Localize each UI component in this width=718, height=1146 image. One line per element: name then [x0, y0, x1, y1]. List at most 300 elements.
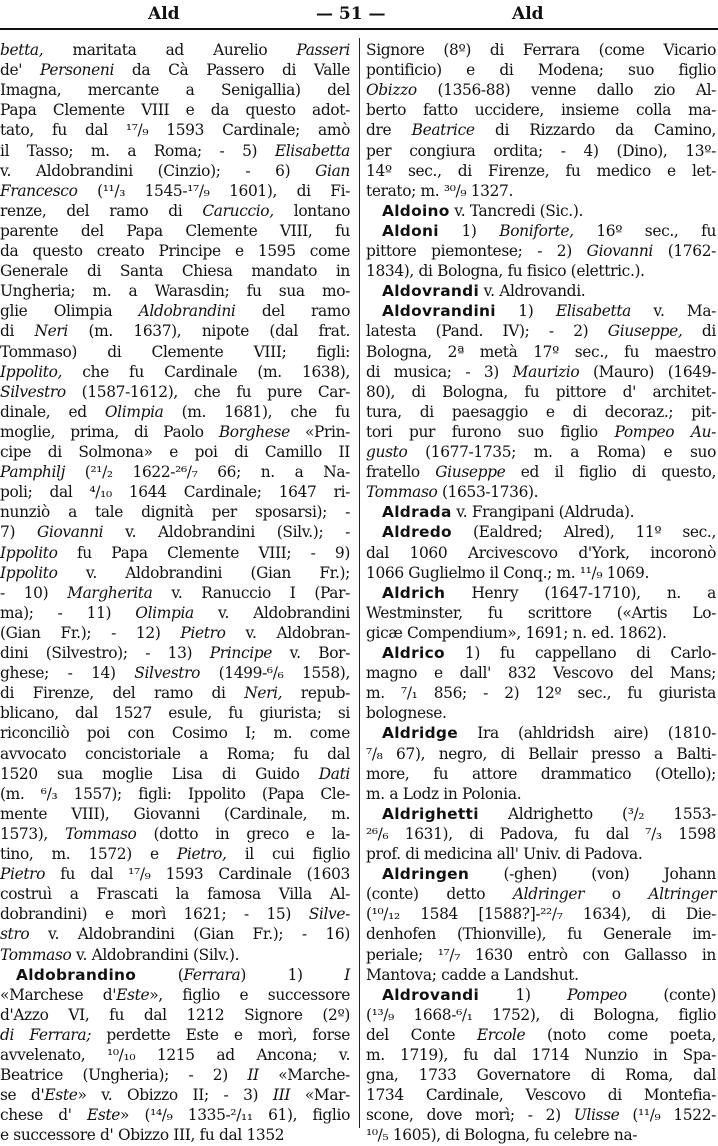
- text-line: [366, 59, 716, 81]
- text-span: nunziò a tale dignità per sposarsi); -: [0, 503, 350, 522]
- italic-text: Principe: [209, 644, 273, 662]
- text-line: [0, 863, 350, 885]
- text-line: [366, 119, 716, 141]
- text-span: (1356-88) venne dallo zio Al-: [416, 81, 716, 100]
- text-span: di Firenze, del ramo di: [0, 684, 245, 703]
- text-line: [0, 903, 350, 925]
- italic-text: Pamphilj: [0, 463, 66, 482]
- text-span: se d': [0, 1086, 45, 1105]
- text-span: ) 1): [240, 965, 345, 984]
- text-line: [366, 381, 716, 403]
- text-line: [0, 944, 350, 966]
- text-span: (Mauro) (1649-: [579, 362, 716, 381]
- italic-text: Caruccio,: [202, 201, 274, 220]
- text-span: 1066 Guglielmo il Conq.; m. ¹¹/₉ 1069.: [366, 563, 649, 582]
- text-span: d'Azzo VI, fu dal 1212 Signore (2º): [0, 1005, 350, 1024]
- page-number: — 51 —: [316, 4, 386, 24]
- italic-text: Pietro: [180, 623, 226, 642]
- italic-text: Este: [116, 985, 150, 1004]
- text-line: [0, 441, 350, 463]
- text-line: [366, 622, 716, 644]
- italic-text: stro: [0, 925, 30, 944]
- text-line: [366, 944, 716, 966]
- text-line: [366, 964, 716, 986]
- text-span: avvocato concistoriale a Roma; fu dal: [0, 744, 350, 763]
- text-line: [0, 140, 350, 162]
- text-span: v. Aldobrandini: [193, 603, 351, 622]
- italic-text: Ulisse: [573, 1106, 620, 1125]
- text-span: di: [682, 322, 716, 341]
- text-span: Aldrighetto (³/₂ 1553-: [478, 804, 716, 823]
- text-span: il cui figlio: [226, 845, 350, 863]
- text-span: 1734 Cardinale, Vescovo di Montefia-: [366, 1086, 716, 1105]
- text-span: v. Bor-: [272, 644, 350, 662]
- text-span: denhofen (Thionville), fu Generale im-: [366, 925, 716, 944]
- text-line: [0, 803, 350, 825]
- text-line: [0, 220, 350, 242]
- text-line: [366, 1084, 716, 1106]
- italic-text: Giovanni: [36, 523, 104, 542]
- text-span: - 10): [0, 583, 68, 602]
- text-line: [0, 702, 350, 724]
- text-span: 1) fu cappellano di Carlo-: [444, 644, 716, 662]
- text-span: glie Olimpia: [0, 302, 139, 321]
- italic-text: I: [344, 965, 350, 984]
- text-span: «Marche-: [258, 1066, 350, 1085]
- italic-text: Ferrara: [183, 965, 241, 984]
- text-line: [366, 923, 716, 945]
- text-line: [0, 1124, 350, 1146]
- text-span: v. Aldobrandini (Silv.); -: [103, 523, 350, 542]
- italic-text: Neri,: [244, 684, 283, 703]
- text-span: costruì a Frascati la famosa Villa Al-: [0, 885, 350, 904]
- text-span: avvelenato, ¹⁰/₁₀ 1215 ad Ancona; v.: [0, 1046, 350, 1064]
- italic-text: Silve-: [308, 905, 350, 924]
- text-span: dal 1060 Arcivescovo d'York, incoronò: [366, 543, 716, 562]
- text-span: (dotto in greco e la-: [136, 824, 350, 843]
- text-span: per congiura ordita; - 4) (Dino), 13º-: [366, 141, 716, 160]
- text-span: pontificio) e di Modena; suo figlio: [366, 61, 716, 80]
- text-line: [0, 1084, 350, 1106]
- text-span: «Mar-: [290, 1086, 351, 1105]
- text-span: (¹³/₉ 1668-⁶/₁ 1752), di Bologna, figlio: [366, 1005, 716, 1024]
- text-line: [0, 401, 350, 423]
- entry-headword: Aldrich: [382, 583, 446, 602]
- text-line: [366, 662, 716, 684]
- text-span: 80), di Bologna, fu pittore d' architet-: [366, 382, 716, 401]
- text-line: [0, 743, 350, 765]
- entry-headword: Aldoni: [382, 221, 439, 240]
- text-line: [0, 582, 350, 604]
- text-span: (conte) detto: [366, 885, 513, 904]
- text-line: [0, 642, 350, 664]
- text-line: [0, 883, 350, 905]
- text-line: [366, 1064, 716, 1086]
- text-span: tori pur furono suo figlio: [366, 422, 615, 441]
- text-line: [366, 260, 716, 282]
- text-span: 14º sec., di Firenze, fu medico e let-: [366, 161, 716, 180]
- italic-text: Altringer: [648, 885, 716, 904]
- italic-text: Aldobrandini: [138, 302, 236, 321]
- text-line: [0, 542, 350, 564]
- text-line: [366, 240, 716, 262]
- italic-text: Ippolito: [0, 563, 58, 582]
- text-span: m. 1719), fu dal 1714 Nunzio in Spa-: [366, 1046, 716, 1064]
- text-line: [0, 300, 350, 322]
- text-span: periale; ¹⁷/₇ 1630 entrò con Gallasso in: [366, 945, 716, 964]
- text-span: che fu Cardinale (m. 1638),: [62, 362, 350, 381]
- text-span: v. Ma-: [631, 302, 716, 321]
- text-span: (1762-: [652, 242, 716, 260]
- text-span: di Rizzardo da Camino,: [474, 121, 716, 140]
- text-line: [0, 1024, 350, 1046]
- text-line: [0, 79, 350, 101]
- italic-text: Personeni: [40, 61, 115, 80]
- text-span: riconciliò poi con Cosimo I; m. come: [0, 724, 350, 743]
- text-line: [366, 743, 716, 765]
- text-line: [366, 763, 716, 785]
- text-span: v. Tancredi (Sic.).: [449, 201, 584, 220]
- italic-text: Olimpia: [104, 402, 164, 421]
- text-span: (Gian Fr.); - 12): [0, 623, 181, 642]
- text-span: ma); - 11): [0, 603, 136, 622]
- text-span: v. Frangipani (Aldruda).: [451, 503, 635, 522]
- text-line: [366, 702, 716, 724]
- italic-text: Giuseppe,: [607, 322, 683, 341]
- text-span: o: [584, 885, 649, 904]
- italic-text: Olimpia: [135, 603, 194, 622]
- text-span: 1): [438, 221, 500, 240]
- text-line: [366, 803, 716, 825]
- text-span: Bologna, 2ª metà 17º sec., fu maestro: [366, 342, 716, 361]
- text-line: [366, 39, 716, 61]
- italic-text: Boniforte,: [499, 221, 574, 240]
- text-line: [366, 1104, 716, 1126]
- entry-headword: Aldredo: [382, 523, 452, 542]
- text-span: moglie, prima, di Paolo: [0, 422, 219, 441]
- text-span: dobrandini) e morì 1621; - 15): [0, 905, 309, 924]
- text-line: [366, 682, 716, 704]
- text-span: (m. ⁶/₃ 1557); figli: Ippolito (Papa Cle-: [0, 784, 350, 803]
- text-span: Mantova; cadde a Landshut.: [366, 965, 579, 984]
- text-span: lontano: [273, 201, 350, 220]
- text-span: (1499-⁶/₆ 1558),: [200, 664, 350, 683]
- text-span: fu dal ¹⁷/₉ 1593 Cardinale (1603: [45, 865, 350, 884]
- text-line: [366, 582, 716, 604]
- italic-text: Ercole: [476, 1025, 526, 1044]
- text-line: [0, 602, 350, 624]
- text-line: [366, 341, 716, 363]
- text-span: Ungheria; m. a Warasdin; fu sua mo-: [0, 282, 350, 301]
- text-span: m. ⁷/₁ 856; - 2) 12º sec., fu giurista: [366, 684, 716, 703]
- italic-text: Giuseppe: [435, 463, 506, 482]
- text-line: [366, 99, 716, 121]
- text-line: [0, 99, 350, 121]
- text-span: perdette Este e morì, forse: [91, 1025, 350, 1044]
- text-line: [366, 320, 716, 342]
- text-line: [0, 341, 350, 363]
- text-span: parente del Papa Clemente VIII, fu: [0, 221, 350, 240]
- page-header: [0, 3, 718, 27]
- text-span: tato, fu dal ¹⁷/₉ 1593 Cardinale; amò: [0, 121, 350, 140]
- italic-text: Este: [44, 1086, 78, 1105]
- text-line: [0, 280, 350, 302]
- italic-text: Silvestro: [0, 382, 66, 401]
- italic-text: Borghese: [218, 422, 290, 441]
- text-span: Signore (8º) di Ferrara (come Vicario: [366, 41, 716, 59]
- text-line: [366, 280, 716, 302]
- italic-text: gusto: [366, 443, 408, 461]
- text-line: [366, 501, 716, 523]
- text-line: [0, 682, 350, 704]
- text-span: (m. 1637), nipote (dal frat.: [68, 322, 350, 341]
- text-span: bolognese.: [366, 704, 447, 723]
- text-line: [0, 662, 350, 684]
- text-line: [0, 843, 350, 865]
- text-span: (1587-1612), che fu pure Car-: [65, 382, 350, 401]
- text-span: Beatrice (Ungheria); - 2): [0, 1066, 248, 1085]
- italic-text: Tommaso: [366, 483, 438, 502]
- text-span: fu Papa Clemente VIII; - 9): [57, 543, 350, 562]
- text-span: v. Aldobrandini (Gian Fr.); - 16): [29, 925, 350, 944]
- text-span: 16º sec., fu: [573, 221, 717, 240]
- text-span: (conte): [626, 985, 716, 1004]
- text-span: «Marchese d': [0, 985, 117, 1004]
- text-span: (: [136, 965, 184, 984]
- italic-text: Dati: [318, 764, 350, 783]
- text-line: [0, 1044, 350, 1066]
- italic-text: III: [272, 1086, 291, 1105]
- text-line: [0, 361, 350, 383]
- text-span: tura, di paesaggio e di decoraz.; pit-: [366, 402, 716, 421]
- text-line: [0, 1004, 350, 1026]
- text-span: pittore piemontese; - 2): [366, 242, 587, 260]
- italic-text: Neri: [34, 322, 69, 341]
- text-span: di: [0, 322, 35, 341]
- text-line: [0, 763, 350, 785]
- text-line: [366, 823, 716, 845]
- text-line: [0, 984, 350, 1006]
- text-span: ²⁶/₆ 1631), di Padova, fu dal ⁷/₃ 1598: [366, 824, 716, 843]
- column-divider: [359, 38, 360, 1128]
- italic-text: Elisabetta: [274, 141, 350, 160]
- text-span: m. a Lodz in Polonia.: [366, 784, 522, 803]
- italic-text: Tommaso: [0, 945, 72, 964]
- text-line: [0, 421, 350, 443]
- text-span: chese d': [0, 1106, 88, 1125]
- text-span: gna, 1733 Governatore di Roma, dal: [366, 1066, 716, 1085]
- running-head-left: Ald: [148, 4, 180, 24]
- text-span: di musica; - 3): [366, 362, 513, 381]
- italic-text: Giovanni: [586, 242, 653, 260]
- italic-text: Ippolito,: [0, 362, 63, 381]
- text-span: il Tasso; m. a Roma; - 5): [0, 141, 275, 160]
- text-span: del Conte: [366, 1025, 477, 1044]
- text-span: (¹¹/₉ 1522-: [619, 1106, 716, 1125]
- text-line: [0, 923, 350, 945]
- text-line: [0, 501, 350, 523]
- text-span: Westminster, fu scrittore («Artis Lo-: [366, 603, 716, 622]
- italic-text: di Ferrara;: [0, 1025, 92, 1044]
- text-span: v. Aldrovandi.: [479, 282, 586, 301]
- entry-headword: Aldrighetti: [382, 804, 479, 823]
- text-span: Generale di Santa Chiesa mandato in: [0, 262, 350, 281]
- text-line: [0, 964, 350, 986]
- entry-headword: Aldrada: [382, 503, 452, 522]
- text-line: [0, 481, 350, 503]
- text-span: 1520 sua moglie Lisa di Guido: [0, 764, 319, 783]
- italic-text: Pietro,: [176, 845, 227, 863]
- text-span: cipe di Solmona» e poi di Camillo II: [0, 443, 350, 461]
- text-line: [0, 260, 350, 282]
- text-span: 1): [479, 985, 568, 1004]
- text-span: Tommaso) di Clemente VIII; figli:: [0, 342, 350, 361]
- text-line: [366, 602, 716, 624]
- text-line: [0, 562, 350, 584]
- italic-text: Passeri: [296, 41, 350, 59]
- italic-text: Este: [87, 1106, 121, 1125]
- text-span: Imagna, mercante a Senigallia) del: [0, 81, 350, 100]
- text-line: [0, 180, 350, 202]
- italic-text: Silvestro: [134, 664, 201, 683]
- running-head-right: Ald: [512, 4, 544, 24]
- italic-text: II: [247, 1066, 259, 1085]
- text-span: Papa Clemente VIII e da questo adot-: [0, 101, 350, 120]
- text-span: mente VIII), Giovanni (Cardinale, m.: [0, 804, 350, 823]
- text-line: [366, 722, 716, 744]
- italic-text: Francesco: [0, 181, 78, 200]
- text-line: [366, 461, 716, 483]
- text-line: [366, 401, 716, 423]
- text-span: blicano, dal 1527 esule, fu giurista; si: [0, 704, 350, 723]
- text-line: [0, 39, 350, 61]
- text-span: latesta (Pand. IV); - 2): [366, 322, 608, 341]
- text-span: maritata ad Aurelio: [43, 41, 297, 59]
- text-span: 7): [0, 523, 37, 542]
- text-span: Henry (1647-1710), n. a: [445, 583, 716, 602]
- text-span: da Cà Passero di Valle: [114, 61, 350, 80]
- text-span: 1): [495, 302, 556, 321]
- italic-text: Obizzo: [366, 81, 417, 100]
- text-line: [0, 240, 350, 262]
- text-line: [366, 1024, 716, 1046]
- text-span: v. Ranuccio I (Par-: [152, 583, 350, 602]
- text-line: [366, 79, 716, 101]
- text-span: » v. Obizzo II; - 3): [77, 1086, 273, 1105]
- text-span: » (¹⁴/₉ 1335-²/₁₁ 61), figlio: [120, 1106, 350, 1125]
- text-line: [366, 421, 716, 443]
- text-line: [366, 200, 716, 222]
- text-line: [0, 722, 350, 744]
- text-line: [366, 903, 716, 925]
- text-line: [366, 1124, 716, 1146]
- text-line: [366, 843, 716, 865]
- text-span: (-ghen) (von) Johann: [469, 865, 716, 884]
- text-span: terato; m. ³⁰/₉ 1327.: [366, 181, 514, 200]
- text-span: (¹¹/₃ 1545-¹⁷/₉ 1601), di Fi-: [77, 181, 350, 200]
- text-line: [366, 642, 716, 664]
- italic-text: Pompeo Au-: [614, 422, 716, 441]
- text-span: scone, dove morì; - 2): [366, 1106, 574, 1125]
- text-span: v. Aldobrandini (Silv.).: [71, 945, 240, 964]
- text-line: [366, 361, 716, 383]
- text-span: (noto come poeta,: [525, 1025, 717, 1044]
- text-line: [366, 441, 716, 463]
- italic-text: Pietro: [0, 865, 46, 884]
- text-line: [0, 461, 350, 483]
- right-column: [366, 39, 717, 1145]
- text-line: [366, 562, 716, 584]
- entry-headword: Aldrovandi: [382, 985, 480, 1004]
- text-line: [0, 200, 350, 222]
- italic-text: Pompeo: [567, 985, 627, 1004]
- text-span: 1573),: [0, 824, 66, 843]
- italic-text: betta,: [0, 41, 44, 59]
- entry-headword: Aldovrandini: [382, 302, 496, 321]
- entry-headword: Aldrico: [382, 644, 445, 662]
- text-line: [366, 160, 716, 182]
- entry-headword: Aldoino: [382, 201, 450, 220]
- text-span: prof. di medicina all' Univ. di Padova.: [366, 845, 643, 863]
- text-line: [366, 180, 716, 202]
- text-span: gicæ Compendium», 1691; n. ed. 1862).: [366, 623, 667, 642]
- text-line: [366, 300, 716, 322]
- entry-headword: Aldringen: [382, 865, 470, 884]
- text-span: dre: [366, 121, 412, 140]
- text-line: [0, 783, 350, 805]
- text-line: [0, 320, 350, 342]
- text-span: ghese; - 14): [0, 664, 135, 683]
- text-span: (¹⁰/₁₂ 1584 [1588?]-²²/₇ 1634), di Die-: [366, 905, 716, 924]
- text-line: [0, 381, 350, 403]
- text-span: del ramo: [235, 302, 350, 321]
- text-span: fratello: [366, 463, 436, 482]
- italic-text: Aldringer: [512, 885, 585, 904]
- text-line: [0, 1064, 350, 1086]
- text-span: poli; dal ⁴/₁₀ 1644 Cardinale; 1647 ri-: [0, 483, 350, 502]
- text-span: (Ealdred; Alred), 11º sec.,: [451, 523, 716, 542]
- text-span: (m. 1681), che fu: [163, 402, 350, 421]
- text-line: [366, 863, 716, 885]
- text-span: magno e dall' 832 Vescovo del Mans;: [366, 664, 716, 683]
- entry-headword: Aldobrandino: [16, 965, 137, 984]
- text-span: berto fatto uccidere, insieme colla ma-: [366, 101, 716, 120]
- entry-headword: Aldovrandi: [382, 282, 480, 301]
- text-line: [366, 542, 716, 564]
- text-line: [366, 140, 716, 162]
- text-span: Ira (ahldridsh aire) (1810-: [457, 724, 716, 743]
- text-span: tino, m. 1572) e: [0, 845, 177, 863]
- text-span: da questo creato Principe e 1595 come: [0, 242, 350, 260]
- text-span: «Prin-: [289, 422, 351, 441]
- text-line: [0, 1104, 350, 1126]
- text-span: v. Aldobrandini (Gian Fr.);: [57, 563, 350, 582]
- text-span: v. Aldobrandini (Cinzio); - 6): [0, 161, 316, 180]
- italic-text: Margherita: [67, 583, 153, 602]
- text-span: ⁷/₈ 67), negro, di Bellair presso a Balti-: [366, 744, 716, 763]
- italic-text: Maurizio: [512, 362, 580, 381]
- text-span: ¹⁰/₅ 1605), di Bologna, fu celebre na-: [366, 1126, 638, 1145]
- text-line: [0, 823, 350, 845]
- text-span: », figlio e successore: [149, 985, 350, 1004]
- text-line: [366, 783, 716, 805]
- text-span: renze, del ramo di: [0, 201, 203, 220]
- text-span: (²¹/₂ 1622-²⁶/₇ 66; n. a Na-: [65, 463, 350, 482]
- text-span: (1677-1735; m. a Roma) e suo: [407, 443, 716, 461]
- text-line: [366, 220, 716, 242]
- italic-text: Ippolito: [0, 543, 58, 562]
- text-span: repub-: [282, 684, 350, 703]
